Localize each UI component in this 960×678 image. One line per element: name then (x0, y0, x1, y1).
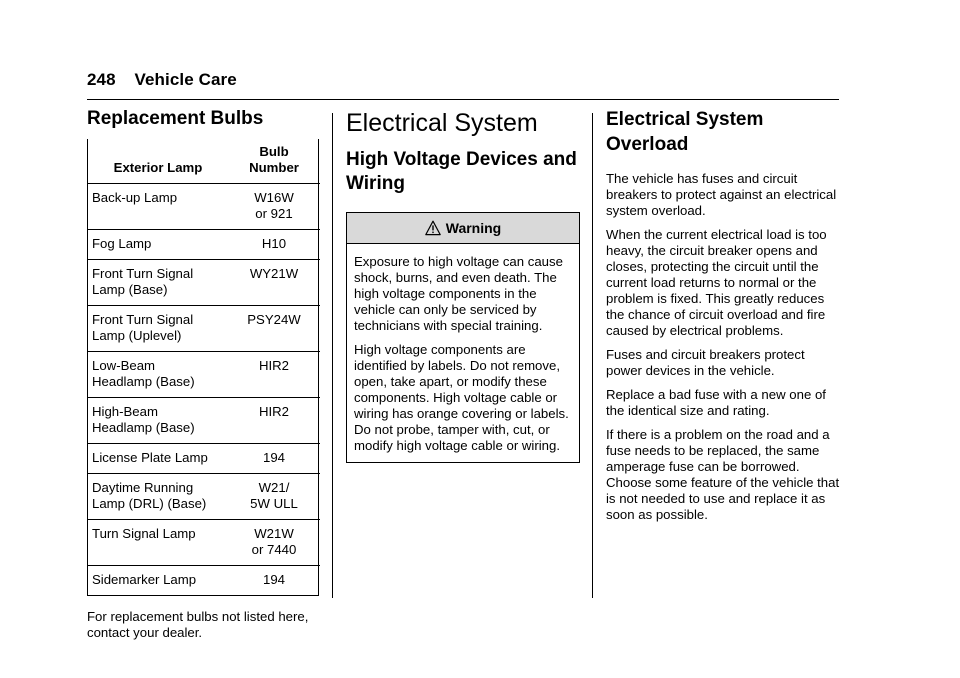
table-row (88, 397, 320, 443)
column-replacement-bulbs (87, 108, 319, 641)
high-voltage-subheading: High Voltage Devices and Wiring (346, 149, 577, 194)
overload-paragraph: If there is a problem on the road and a fuse needs to be replaced, the same amperage fuse can be borrowed. Choose some feature of the vehicle that is not needed to use and replace it as soon as possible. (606, 427, 840, 523)
lamp-name-cell: License Plate Lamp (88, 443, 228, 473)
warning-paragraph: Exposure to high voltage can cause shock, burns, and even death. The high voltage components in the vehicle can only be serviced by technicians with special training. (354, 253, 563, 333)
overload-paragraph: The vehicle has fuses and circuit breakers to protect against an electrical system overload. (606, 171, 837, 219)
bulb-number-cell: HIR2 (228, 351, 320, 397)
bulb-number-cell: W21/ 5W ULL (228, 473, 320, 519)
column-divider-1 (332, 113, 333, 598)
overload-heading: Electrical System Overload (606, 109, 764, 155)
replacement-bulbs-heading: Replacement Bulbs (87, 108, 264, 129)
bulb-table (88, 139, 320, 595)
lamp-name-cell: Low-Beam Headlamp (Base) (88, 351, 228, 397)
bulb-number-cell: W21W or 7440 (228, 519, 320, 565)
lamp-name-cell: Front Turn Signal Lamp (Uplevel) (88, 305, 228, 351)
bulb-number-cell: W16W or 921 (228, 183, 320, 229)
table-row (88, 305, 320, 351)
bulb-number-cell: PSY24W (228, 305, 320, 351)
bulb-number-cell: H10 (228, 229, 320, 259)
replacement-note: For replacement bulbs not listed here, contact your dealer. (87, 608, 309, 640)
warning-label: Warning (445, 219, 502, 236)
lamp-name-cell: High-Beam Headlamp (Base) (88, 397, 228, 443)
column-overload (606, 108, 842, 531)
bulb-number-cell: HIR2 (228, 397, 320, 443)
section-title: Vehicle Care (134, 70, 237, 89)
electrical-system-heading: Electrical System (346, 109, 538, 137)
lamp-name-cell: Fog Lamp (88, 229, 228, 259)
bulb-number-cell: WY21W (228, 259, 320, 305)
lamp-name-cell: Daytime Running Lamp (DRL) (Base) (88, 473, 228, 519)
overload-paragraph: Fuses and circuit breakers protect power devices in the vehicle. (606, 347, 805, 379)
table-row (88, 519, 320, 565)
table-row (88, 183, 320, 229)
lamp-name-cell: Front Turn Signal Lamp (Base) (88, 259, 228, 305)
warning-body (347, 244, 579, 462)
table-row (88, 351, 320, 397)
bulb-number-cell: 194 (262, 571, 285, 587)
warning-header (347, 213, 579, 244)
table-row (88, 259, 320, 305)
column-divider-2 (592, 113, 593, 598)
header-rule (87, 99, 839, 100)
bulb-table-body (88, 183, 320, 595)
column-electrical-system (346, 108, 580, 463)
page-number: 248 (87, 70, 116, 89)
lamp-name-cell: Back-up Lamp (88, 183, 228, 229)
bulb-table-box (87, 139, 319, 596)
table-row (88, 229, 320, 259)
bulb-number-cell: 194 (228, 443, 320, 473)
overload-paragraph: Replace a bad fuse with a new one of the identical size and rating. (606, 387, 826, 419)
table-row (88, 443, 320, 473)
table-row (88, 473, 320, 519)
warning-triangle-icon (425, 220, 441, 236)
lamp-name-cell: Turn Signal Lamp (88, 519, 228, 565)
warning-box (346, 212, 580, 463)
table-row (88, 565, 320, 595)
column-header-exterior-lamp: Exterior Lamp (88, 139, 228, 184)
column-header-bulb-number: Bulb Number (228, 139, 320, 184)
table-header-row (88, 139, 320, 184)
lamp-name-cell: Sidemarker Lamp (92, 571, 197, 587)
overload-paragraph: When the current electrical load is too heavy, the circuit breaker opens and closes, protecting the circuit until the current load returns to normal or the problem is fixed. This greatly reduces the chance of circuit overload and fire caused by electrical problems. (606, 227, 827, 339)
page-header (87, 70, 237, 90)
warning-paragraph: High voltage components are identified by labels. Do not remove, open, take apart, or modify these components. High voltage cable or wiring has orange covering or labels. Do not probe, tamper with, cut, or modify high voltage cable or wiring. (354, 341, 569, 453)
